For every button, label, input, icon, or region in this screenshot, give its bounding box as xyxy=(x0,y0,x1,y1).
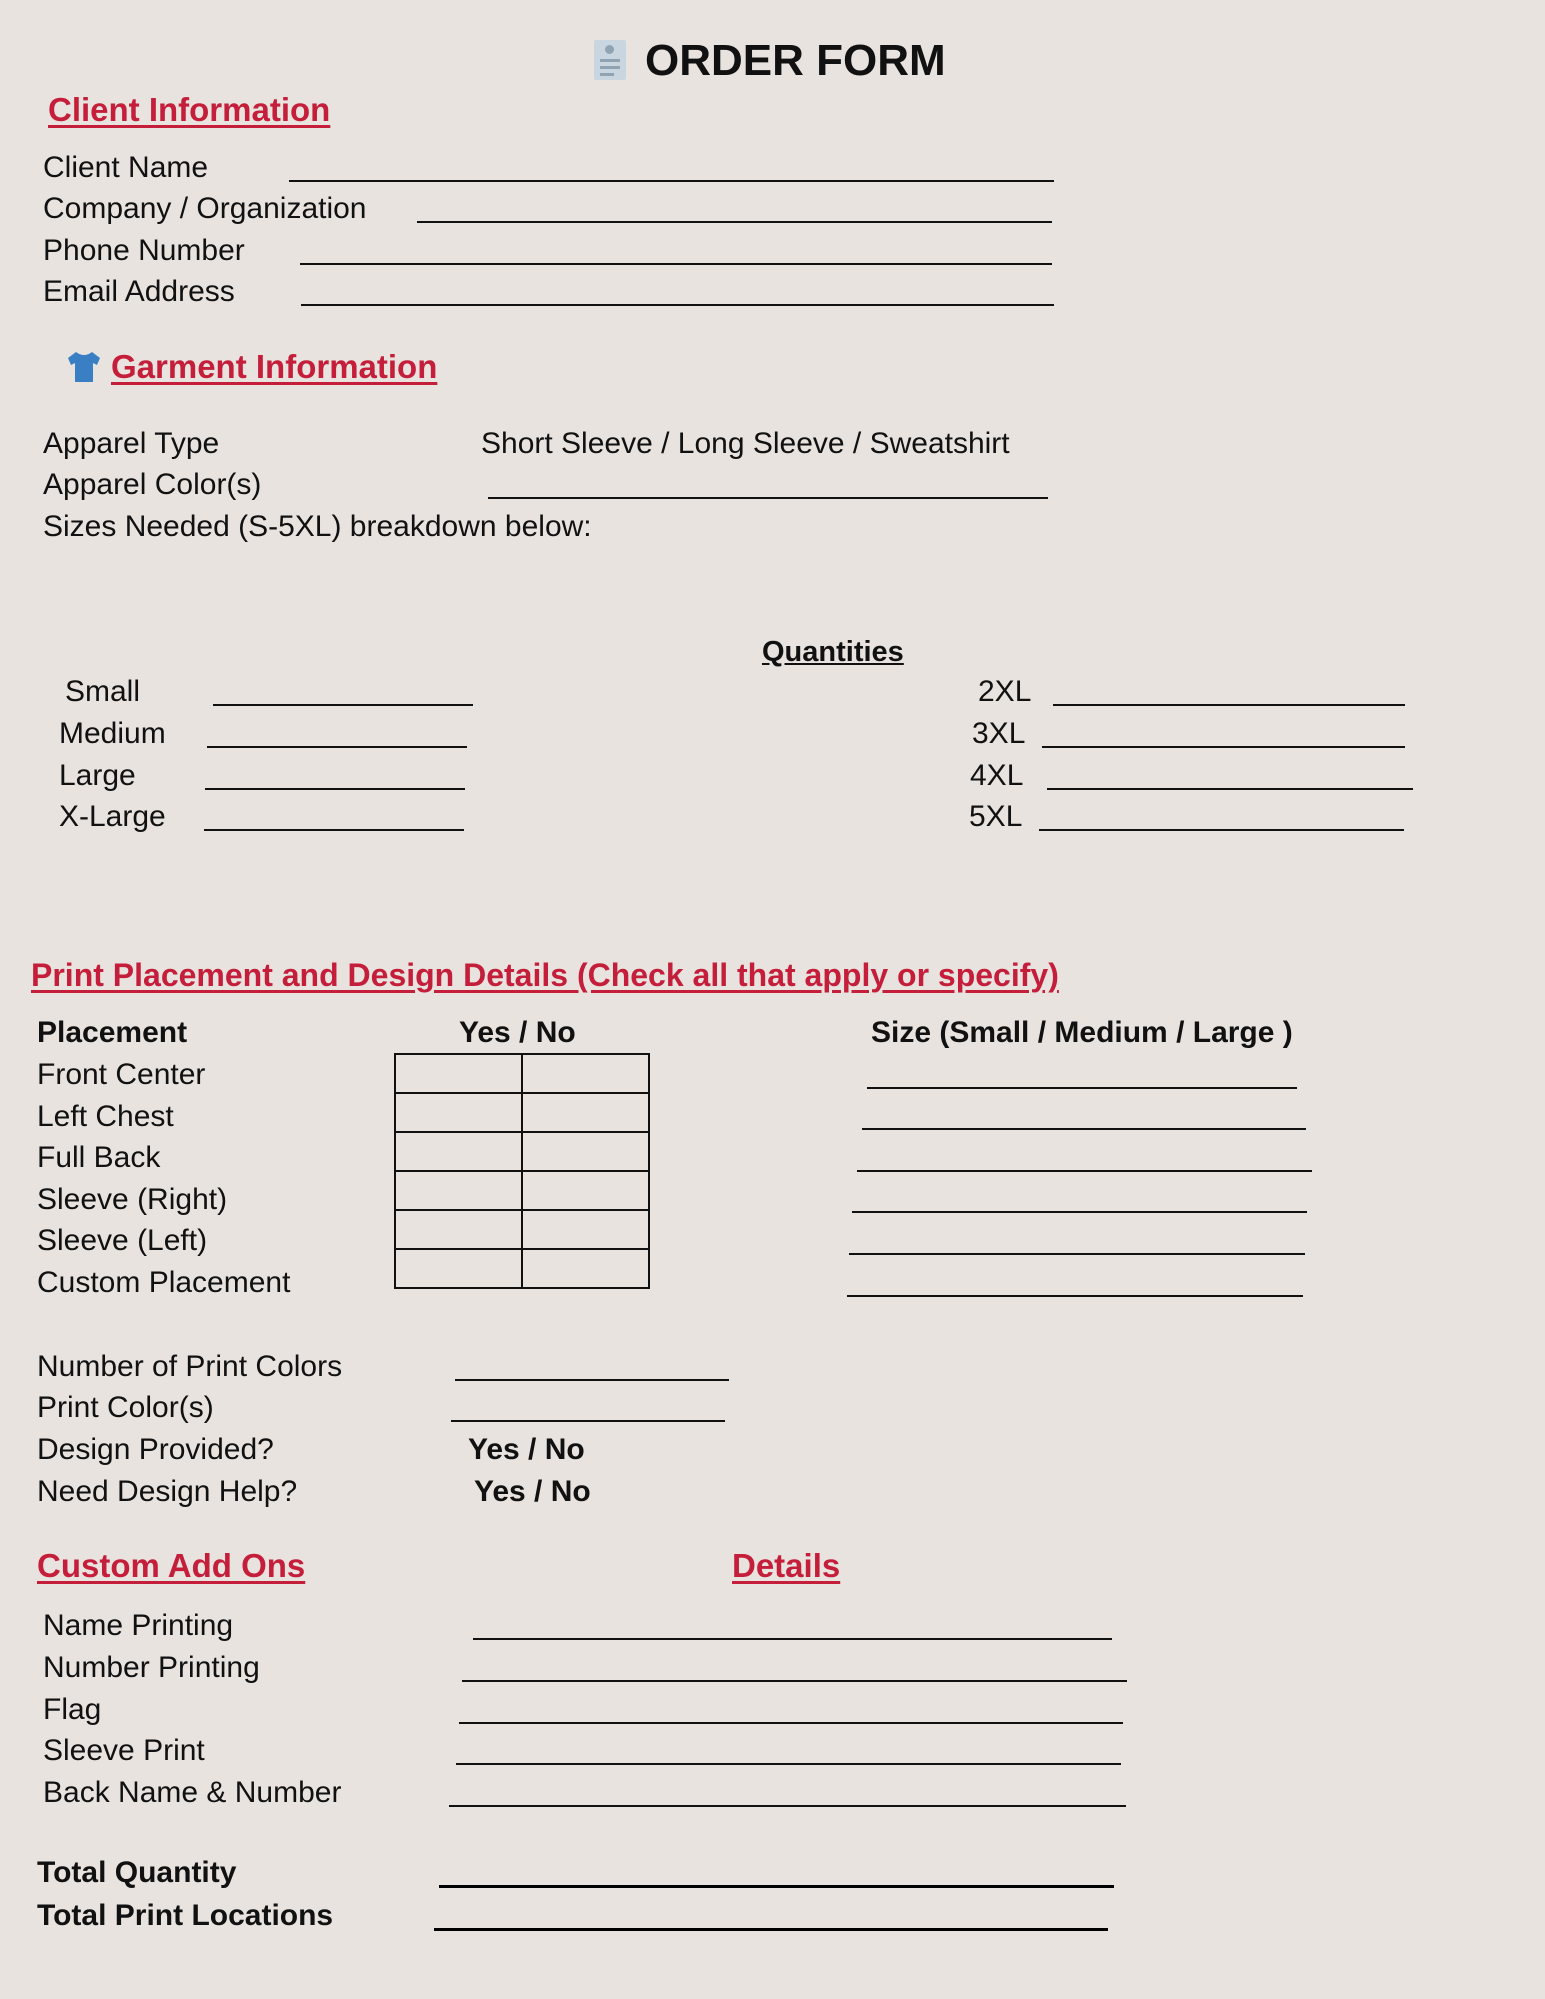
placement-size-field[interactable] xyxy=(847,1295,1303,1297)
size-column-header: Size (Small / Medium / Large ) xyxy=(871,1016,1293,1049)
addon-label: Flag xyxy=(43,1693,102,1726)
company-field[interactable] xyxy=(417,221,1052,223)
addon-details-field[interactable] xyxy=(456,1763,1121,1765)
size-3xl-field[interactable] xyxy=(1042,746,1405,748)
yes-checkbox[interactable] xyxy=(395,1093,522,1132)
company-label: Company / Organization xyxy=(43,192,367,225)
total-quantity-field[interactable] xyxy=(439,1885,1114,1888)
email-field[interactable] xyxy=(301,304,1054,306)
addon-label: Name Printing xyxy=(43,1609,234,1642)
design-help-yes-no[interactable]: Yes / No xyxy=(474,1475,591,1508)
num-print-colors-field[interactable] xyxy=(455,1379,729,1381)
sizes-note: Sizes Needed (S-5XL) breakdown below: xyxy=(43,510,592,543)
yes-checkbox[interactable] xyxy=(395,1171,522,1210)
size-2xl-label: 2XL xyxy=(978,675,1032,708)
placement-size-field[interactable] xyxy=(862,1128,1306,1130)
print-placement-heading: Print Placement and Design Details (Check all that apply or specify) xyxy=(31,957,1059,993)
no-checkbox[interactable] xyxy=(522,1249,649,1288)
addon-details-field[interactable] xyxy=(462,1680,1127,1682)
placement-column-header: Placement xyxy=(37,1016,188,1049)
apparel-type-options[interactable]: Short Sleeve / Long Sleeve / Sweatshirt xyxy=(481,427,1010,460)
num-print-colors-label: Number of Print Colors xyxy=(37,1350,343,1383)
size-small-label: Small xyxy=(65,675,141,708)
placement-row-label: Sleeve (Left) xyxy=(37,1224,208,1257)
no-checkbox[interactable] xyxy=(522,1093,649,1132)
yes-checkbox[interactable] xyxy=(395,1132,522,1171)
placement-row-label: Sleeve (Right) xyxy=(37,1183,228,1216)
size-4xl-field[interactable] xyxy=(1047,788,1413,790)
size-2xl-field[interactable] xyxy=(1053,704,1405,706)
garment-information-heading: Garment Information xyxy=(111,348,438,385)
size-4xl-label: 4XL xyxy=(970,759,1024,792)
placement-size-field[interactable] xyxy=(867,1087,1297,1089)
details-heading: Details xyxy=(732,1547,841,1584)
quantities-heading: Quantities xyxy=(762,636,904,668)
design-help-label: Need Design Help? xyxy=(37,1475,298,1508)
placement-size-field[interactable] xyxy=(857,1170,1312,1172)
yes-no-checkbox-grid xyxy=(394,1053,650,1289)
client-name-label: Client Name xyxy=(43,151,209,184)
total-print-locations-field[interactable] xyxy=(434,1928,1108,1931)
yes-checkbox[interactable] xyxy=(395,1054,522,1093)
size-5xl-label: 5XL xyxy=(969,800,1023,833)
apparel-type-label: Apparel Type xyxy=(43,427,220,460)
size-large-label: Large xyxy=(59,759,136,792)
total-quantity-label: Total Quantity xyxy=(37,1856,237,1889)
size-large-field[interactable] xyxy=(205,788,465,790)
yes-no-column-header: Yes / No xyxy=(459,1016,576,1049)
print-colors-field[interactable] xyxy=(451,1420,725,1422)
no-checkbox[interactable] xyxy=(522,1132,649,1171)
phone-label: Phone Number xyxy=(43,234,245,267)
placement-size-field[interactable] xyxy=(849,1253,1305,1255)
yes-checkbox[interactable] xyxy=(395,1249,522,1288)
total-print-locations-label: Total Print Locations xyxy=(37,1899,334,1932)
addon-details-field[interactable] xyxy=(449,1805,1126,1807)
form-document-icon xyxy=(594,40,626,80)
placement-row-label: Left Chest xyxy=(37,1100,174,1133)
print-colors-label: Print Color(s) xyxy=(37,1391,214,1424)
size-medium-field[interactable] xyxy=(207,746,467,748)
email-label: Email Address xyxy=(43,275,235,308)
size-xlarge-field[interactable] xyxy=(204,829,464,831)
phone-field[interactable] xyxy=(300,263,1052,265)
tshirt-icon xyxy=(66,350,102,384)
yes-checkbox[interactable] xyxy=(395,1210,522,1249)
addon-details-field[interactable] xyxy=(473,1638,1112,1640)
addon-label: Back Name & Number xyxy=(43,1776,342,1809)
placement-size-field[interactable] xyxy=(852,1211,1307,1213)
placement-row-label: Full Back xyxy=(37,1141,161,1174)
size-xlarge-label: X-Large xyxy=(59,800,166,833)
apparel-color-field[interactable] xyxy=(488,497,1048,499)
size-medium-label: Medium xyxy=(59,717,166,750)
page-title: ORDER FORM xyxy=(645,36,946,85)
addon-label: Sleeve Print xyxy=(43,1734,205,1767)
design-provided-yes-no[interactable]: Yes / No xyxy=(468,1433,585,1466)
size-3xl-label: 3XL xyxy=(972,717,1026,750)
design-provided-label: Design Provided? xyxy=(37,1433,274,1466)
size-5xl-field[interactable] xyxy=(1039,829,1404,831)
no-checkbox[interactable] xyxy=(522,1054,649,1093)
no-checkbox[interactable] xyxy=(522,1210,649,1249)
no-checkbox[interactable] xyxy=(522,1171,649,1210)
addon-details-field[interactable] xyxy=(459,1722,1123,1724)
placement-row-label: Custom Placement xyxy=(37,1266,291,1299)
placement-row-label: Front Center xyxy=(37,1058,206,1091)
client-information-heading: Client Information xyxy=(48,91,331,128)
size-small-field[interactable] xyxy=(213,704,473,706)
apparel-color-label: Apparel Color(s) xyxy=(43,468,262,501)
addon-label: Number Printing xyxy=(43,1651,260,1684)
custom-add-ons-heading: Custom Add Ons xyxy=(37,1547,306,1584)
client-name-field[interactable] xyxy=(289,180,1054,182)
